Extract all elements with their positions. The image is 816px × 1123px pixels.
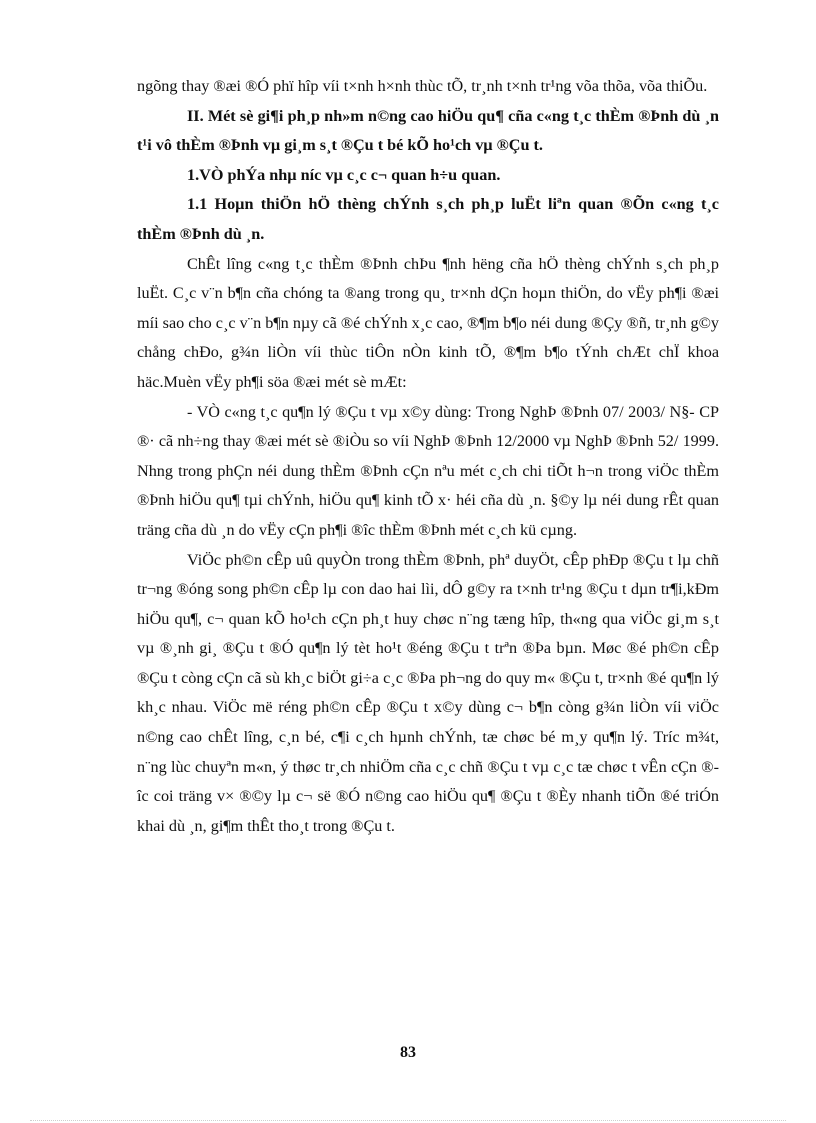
section-heading: II. Mét sè gi¶i ph¸p nh»m n©ng cao hiÖu qu¶ cña c«ng t¸c thÈm ®Þnh dù ¸n t¹i vô thÈm ®Þnh vµ gi¸m s¸t ®Çu t bé kÕ ho¹ch vµ ®Çu t.: [137, 106, 719, 155]
subsection-heading: 1.VÒ phÝa nhµ níc vµ c¸c c¬ quan h÷u quan.: [187, 165, 501, 184]
subsubsection-heading: 1.1 Hoµn thiÖn hÖ thèng chÝnh s¸ch ph¸p luËt liªn quan ®Õn c«ng t¸c thÈm ®Þnh dù ¸n.: [137, 195, 719, 243]
paragraph: - VÒ c«ng t¸c qu¶n lý ®Çu t vµ x©y dùng: Trong NghÞ ®Þnh 07/ 2003/ N§- CP ®· cã nh÷ng thay ®æi mét sè ®iÒu so víi NghÞ ®Þnh 12/2000 vµ NghÞ ®Þnh 52/ 1999. Nhng trong phÇn néi dung thÈm ®Þnh cÇn nªu mét c¸ch chi tiÕt h¬n trong viÖc thÈm ®Þnh hiÖu qu¶ tµi chÝnh, hiÖu qu¶ kinh tÕ x· héi cña dù ¸n. §©y lµ néi dung rÊt quan träng cña dù ¸n do vËy cÇn ph¶i ®îc thÈm ®Þnh mét c¸ch kü cµng.: [137, 402, 719, 539]
paragraph-continuation: ngõng thay ®æi ®Ó phï hîp víi t×nh h×nh thùc tÕ, tr¸nh t×nh tr¹ng võa thõa, võa thiÕu.: [137, 77, 708, 95]
page-number: 83: [400, 1044, 416, 1061]
body-text: [137, 72, 719, 841]
bottom-divider: [30, 1120, 786, 1121]
paragraph: ViÖc ph©n cÊp uû quyÒn trong thÈm ®Þnh, phª duyÖt, cÊp phÐp ®Çu t lµ chñ tr¬ng ®óng song ph©n cÊp lµ con dao hai lìi, dÔ g©y ra t×nh tr¹ng ®Çu t dµn tr¶i,kÐm hiÖu qu¶, c¬ quan kÕ ho¹ch cÇn ph¸t huy chøc n¨ng tæng hîp, th«ng qua viÖc gi¸m s¸t vµ ®¸nh gi¸ ®Çu t ®Ó qu¶n lý tèt ho¹t ®éng ®Çu t trªn ®Þa bµn. Møc ®é ph©n cÊp ®Çu t còng cÇn cã sù kh¸c biÖt gi÷a c¸c ®Þa ph¬ng do quy m« ®Çu t, tr×nh ®é qu¶n lý kh¸c nhau. ViÖc më réng ph©n cÊp ®Çu t x©y dùng c¬ b¶n còng g¾n liÒn víi viÖc n©ng cao chÊt lîng, c¸n bé, c¶i c¸ch hµnh chÝnh, tæ chøc bé m¸y qu¶n lý. Tríc m¾t, n¨ng lùc chuyªn m«n, ý thøc tr¸ch nhiÖm cña c¸c chñ ®Çu t vµ c¸c tæ chøc t vÊn cÇn ®îc coi träng v× ®©y lµ c¬ së ®Ó n©ng cao hiÖu qu¶ ®Çu t ®Èy nhanh tiÕn ®é triÓn khai dù ¸n, gi¶m thÊt tho¸t trong ®Çu t.: [137, 550, 719, 835]
paragraph: ChÊt lîng c«ng t¸c thÈm ®Þnh chÞu ¶nh hëng cña hÖ thèng chÝnh s¸ch ph¸p luËt. C¸c v¨n b¶n cña chóng ta ®ang trong qu¸ tr×nh dÇn hoµn thiÖn, do vËy ph¶i ®æi míi sao cho c¸c v¨n b¶n nµy cã ®é chÝnh x¸c cao, ®¶m b¶o néi dung ®Çy ®ñ, tr¸nh g©y chång chÐo, g¾n liÒn víi thùc tiÔn nÒn kinh tÕ, ®¶m b¶o tÝnh chÆt chÏ khoa häc.Muèn vËy ph¶i söa ®æi mét sè mÆt:: [137, 254, 719, 391]
